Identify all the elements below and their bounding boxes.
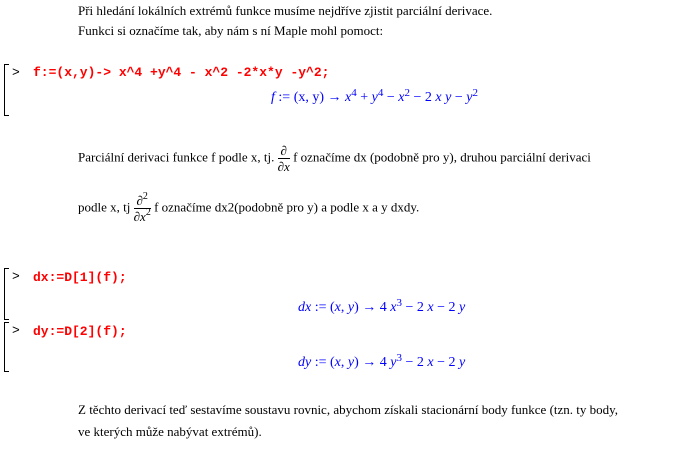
para2-text-b: f označíme dx (podobně pro y), druhou parciální derivaci: [293, 149, 591, 165]
output-assign: :=: [278, 90, 291, 105]
maple-output-dx: dx := (x, y) → 4 $x^3 - 2$ x − 2 y: [298, 297, 466, 315]
fraction2-denominator: $\partial x^2$: [133, 207, 151, 224]
input-prompt: >: [12, 269, 20, 284]
para2-text-a: Parciální derivaci funkce f podle x, tj.: [78, 149, 275, 165]
maple-input-dx[interactable]: dx:=D[1](f);: [33, 270, 127, 285]
output-dx-lhs: dx: [298, 300, 312, 315]
maple-input-dy[interactable]: dy:=D[2](f);: [33, 324, 127, 339]
maple-output-f: f := (x, $y) \to x^4 + y^4 - x^2 - 2$ x $y - y^2$: [271, 87, 478, 105]
partial-x2-fraction: [134, 193, 151, 224]
fraction-numerator: ∂: [278, 143, 290, 159]
partial-x-fraction: [278, 143, 290, 174]
input-prompt: >: [12, 323, 20, 338]
para3-line-1: Z těchto derivací teď sestavíme soustavu rovnic, abychom získali stacionární body funkce (tzn. ty body,: [78, 402, 619, 417]
input-prompt: >: [12, 65, 20, 80]
output-lhs: f: [271, 90, 275, 105]
execution-group-bracket-dx[interactable]: [4, 268, 9, 320]
output-arrow: →: [327, 90, 342, 105]
intro-line-2: Funkci si označíme tak, aby nám s ní Maple mohl pomoct:: [78, 23, 384, 38]
maple-output-dy: dy := (x, y) → 4 $y^3 - 2$ x − 2 y: [298, 352, 466, 370]
intro-line-1: Při hledání lokálních extrémů funkce musíme nejdříve zjistit parciální derivace.: [78, 3, 493, 18]
para3-line-2: ve kterých může nabývat extrémů).: [78, 424, 262, 439]
para2-text-d: f označíme dx2(podobně pro y) a podle x a y dxdy.: [154, 199, 420, 215]
para2-line-1: [78, 143, 591, 174]
output-dy-lhs: dy: [298, 355, 312, 370]
execution-group-bracket-dy[interactable]: [4, 322, 9, 372]
output-args: (x, y): [293, 90, 325, 105]
execution-group-bracket[interactable]: [4, 64, 9, 116]
fraction-denominator: ∂x: [277, 159, 290, 174]
fraction2-numerator: ∂$^2$: [134, 193, 151, 209]
para2-text-c: podle x, tj: [78, 199, 131, 215]
maple-input-f[interactable]: f:=(x,y)-> x^4 +y^4 - x^2 -2*x*y -y^2;: [33, 65, 330, 80]
para2-line-2: [78, 193, 419, 224]
